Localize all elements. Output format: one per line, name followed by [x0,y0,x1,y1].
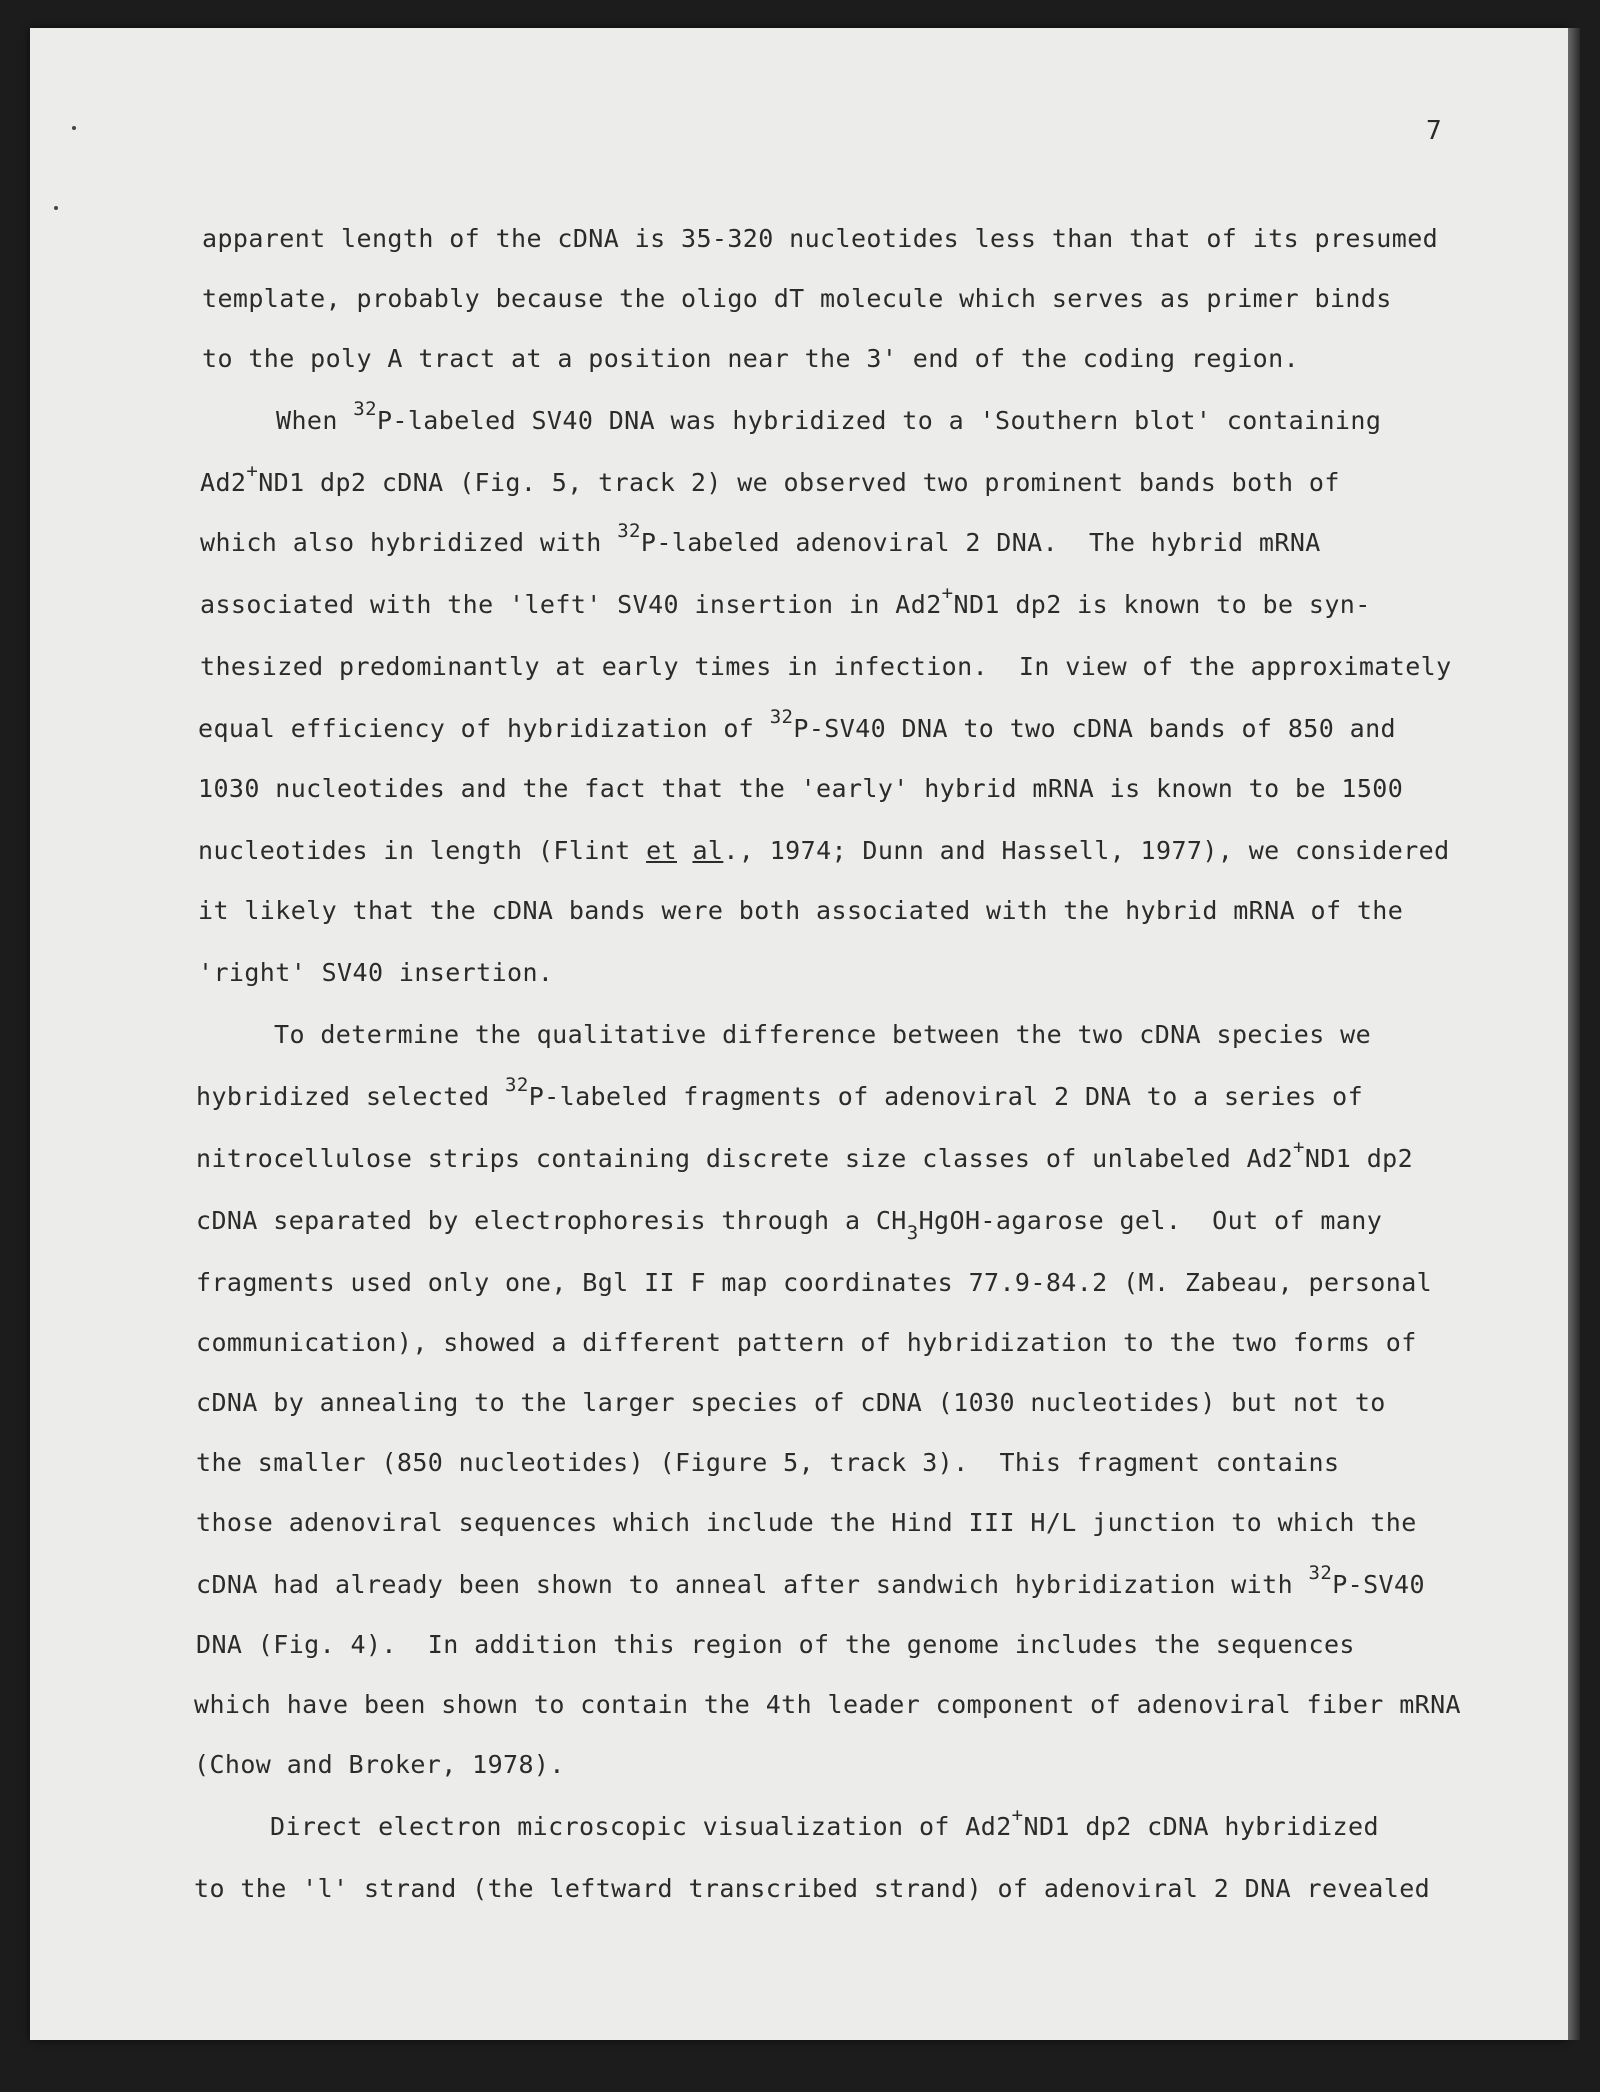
superscript: + [1293,1136,1305,1158]
text-line: When $^{32}$P-labeled SV40 DNA was hybridized to a 'Southern blot' containing [276,398,1382,435]
text-line: template, probably because the oligo dT molecule which serves as primer binds [202,284,1392,313]
text-line: those adenoviral sequences which include the Hind III H/L junction to which the [196,1508,1417,1537]
text-line: hybridized selected $^{32}$P-labeled fragments of adenoviral 2 DNA to a series of [196,1074,1364,1111]
superscript: + [1011,1804,1024,1826]
text-line: 'right' SV40 insertion. [198,958,554,987]
page-number: 7 [1426,116,1442,146]
text-line: nucleotides in length (Flint et al., 1974; Dunn and Hassell, 1977), we considered [198,836,1450,865]
page-edge-shadow [1568,28,1580,2040]
text-line: cDNA by annealing to the larger species of cDNA (1030 nucleotides) but not to [196,1388,1386,1417]
superscript: 32 [505,1074,529,1096]
superscript: + [246,460,259,482]
text-line: 1030 nucleotides and the fact that the 'early' hybrid mRNA is known to be 1500 [198,774,1404,803]
text-line: equal efficiency of hybridization of $^{32}$P-SV40 DNA to two cDNA bands of 850 and [198,706,1396,743]
text-line: nitrocellulose strips containing discrete size classes of unlabeled Ad2+ND1 dp2 [196,1136,1414,1173]
subscript: 3 [906,1222,919,1244]
text-line: communication), showed a different pattern of hybridization to the two forms of [196,1328,1417,1357]
text-line: Ad2+ND1 dp2 cDNA (Fig. 5, track 2) we observed two prominent bands both of [200,460,1340,497]
superscript: 32 [769,706,794,728]
superscript: + [941,582,954,604]
superscript: 32 [353,398,377,420]
text-line: it likely that the cDNA bands were both associated with the hybrid mRNA of the [198,896,1404,925]
text-line: (Chow and Broker, 1978). [194,1750,565,1779]
text-line: which have been shown to contain the 4th leader component of adenoviral fiber mRNA [194,1690,1462,1719]
text-line: fragments used only one, Bgl II F map coordinates 77.9-84.2 (M. Zabeau, personal [196,1268,1433,1297]
underlined-text: al [692,836,724,865]
text-line: cDNA had already been shown to anneal after sandwich hybridization with $^{32}$P-SV40 [196,1562,1425,1599]
text-line: cDNA separated by electrophoresis through a $CH_3HgOH$-agarose gel. Out of many [196,1206,1383,1244]
document-page [30,28,1568,2040]
text-line: associated with the 'left' SV40 insertion in Ad2+ND1 dp2 is known to be syn- [200,582,1371,619]
text-line: apparent length of the cDNA is 35-320 nucleotides less than that of its presumed [202,224,1439,253]
margin-dot [72,126,76,130]
text-line: which also hybridized with $^{32}$P-labeled adenoviral 2 DNA. The hybrid mRNA [200,520,1321,557]
text-line: Direct electron microscopic visualization of Ad2+ND1 dp2 cDNA hybridized [270,1804,1379,1841]
underlined-text: et [646,836,677,865]
superscript: 32 [1308,1562,1333,1584]
margin-dot [54,206,58,210]
text-line: the smaller (850 nucleotides) (Figure 5, track 3). This fragment contains [196,1448,1340,1477]
text-line: To determine the qualitative difference between the two cDNA species we [274,1020,1372,1049]
text-line: to the poly A tract at a position near the 3' end of the coding region. [202,344,1300,373]
text-line: DNA (Fig. 4). In addition this region of the genome includes the sequences [196,1630,1355,1659]
superscript: 32 [617,520,641,542]
text-line: thesized predominantly at early times in infection. In view of the approximately [200,652,1452,681]
text-line: to the 'l' strand (the leftward transcribed strand) of adenoviral 2 DNA revealed [194,1874,1431,1903]
